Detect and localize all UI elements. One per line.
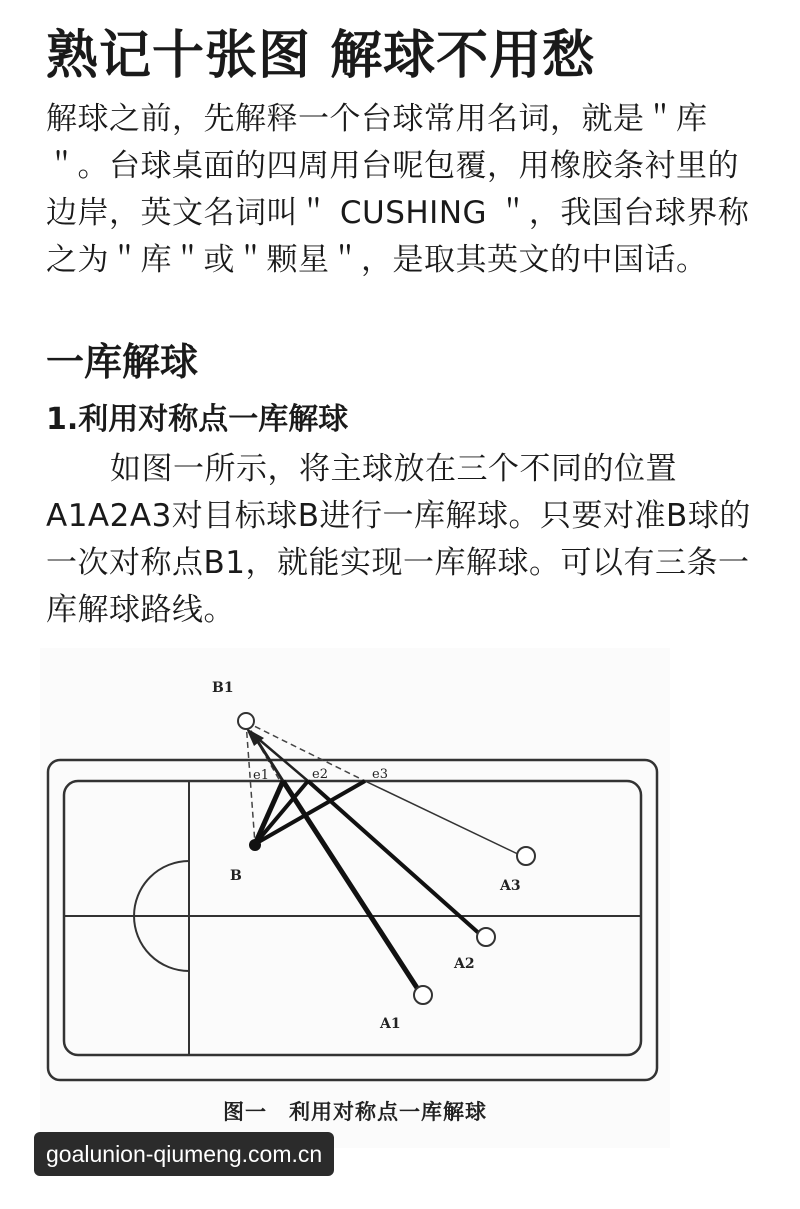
billiard-diagram-figure [40, 648, 670, 1148]
route-a1-to-e1 [283, 781, 421, 994]
section-heading: 一库解球 [46, 340, 199, 384]
label-b: B [230, 868, 242, 884]
ball-b1-symmetry-point [238, 713, 254, 729]
route-a3-to-e3 [365, 781, 522, 856]
aim-arrowhead [246, 728, 264, 746]
ball-a2 [477, 928, 495, 946]
label-a1: A1 [380, 1016, 401, 1032]
label-b1: B1 [212, 680, 234, 696]
body-paragraph: 如图一所示，将主球放在三个不同的位置A1A2A3对目标球B进行一库解球。只要对准B球的一次对称点B1，就能实现一库解球。可以有三条一库解球路线。 [46, 451, 751, 628]
label-e3: e3 [372, 767, 388, 782]
label-e2: e2 [312, 767, 328, 782]
ball-a3 [517, 847, 535, 865]
subsection-heading: 1.利用对称点一库解球 [46, 402, 349, 437]
intro-paragraph: 解球之前，先解释一个台球常用名词，就是＂库＂。台球桌面的四周用台呢包覆，用橡胶条衬里的边岸，英文名词叫＂ CUSHING ＂，我国台球界称之为＂库＂或＂颗星＂，是取其英文的中国话。 [46, 101, 750, 278]
page-title: 熟记十张图 解球不用愁 [46, 26, 596, 86]
label-a2: A2 [454, 956, 475, 972]
label-a3: A3 [500, 878, 521, 894]
figure-caption: 图一 利用对称点一库解球 [223, 1100, 487, 1124]
label-e1: e1 [253, 768, 269, 783]
watermark-badge: goalunion-qiumeng.com.cn [34, 1132, 334, 1176]
billiard-diagram [40, 648, 670, 1088]
table-outer-frame [48, 760, 657, 1080]
ball-a1 [414, 986, 432, 1004]
ball-b-target [249, 839, 261, 851]
